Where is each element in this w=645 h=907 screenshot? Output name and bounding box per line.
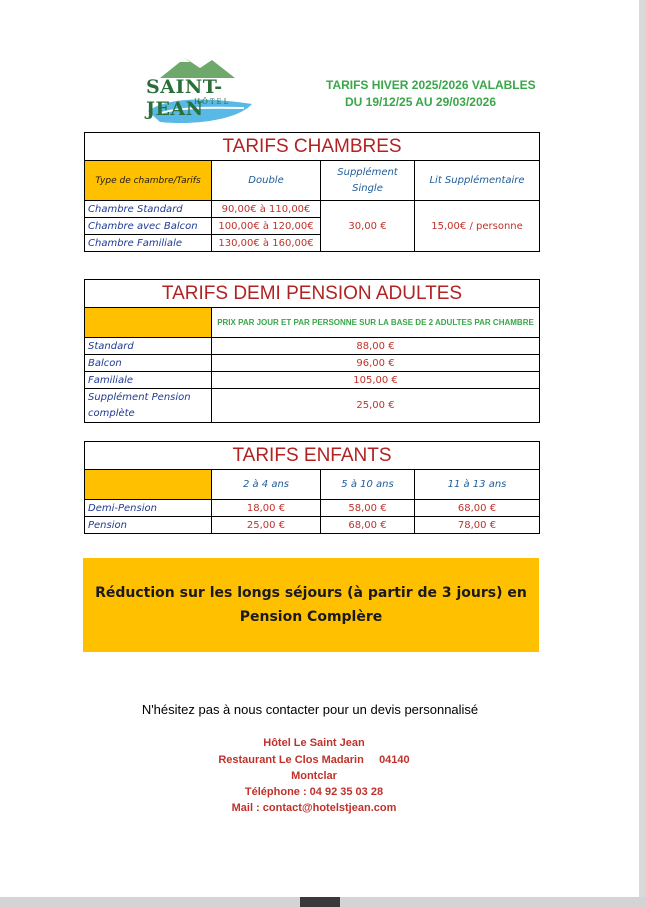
half-board-corner [85, 308, 212, 338]
rooms-table [84, 132, 540, 252]
children-label: Pension [85, 517, 212, 534]
children-price: 18,00 € [212, 500, 321, 517]
children-price: 78,00 € [415, 517, 540, 534]
discount-line-2: Pension Complère [239, 609, 383, 625]
children-price: 25,00 € [212, 517, 321, 534]
email[interactable]: Mail : contact@hotelstjean.com [231, 802, 397, 814]
half-board-price: 105,00 € [212, 372, 540, 389]
rooms-title: TARIFS CHAMBRES [85, 133, 540, 161]
room-type-header: Type de chambre/Tarifs [85, 161, 212, 201]
city: Montclar [291, 770, 337, 782]
half-board-table [84, 279, 540, 423]
page-edge [639, 0, 645, 907]
age-header: 2 à 4 ans [212, 470, 321, 500]
half-board-label: Familiale [85, 372, 212, 389]
half-board-label: Supplément Pension complète [85, 389, 212, 423]
half-board-label: Balcon [85, 355, 212, 372]
hotel-name: Hôtel Le Saint Jean [263, 737, 365, 749]
long-stay-discount [83, 558, 539, 652]
single-header: Supplément Single [321, 161, 415, 201]
discount-line-1: Réduction sur les longs séjours (à partir de 3 jours) en [95, 585, 527, 601]
half-board-price: 96,00 € [212, 355, 540, 372]
season-title: TARIFS HIVER 2025/2026 VALABLES [326, 78, 536, 92]
logo-name: SAINT-JEAN [146, 76, 223, 120]
age-header: 11 à 13 ans [415, 470, 540, 500]
half-board-title: TARIFS DEMI PENSION ADULTES [85, 280, 540, 308]
extra-bed-value: 15,00€ / personne [415, 201, 540, 252]
age-header: 5 à 10 ans [321, 470, 415, 500]
children-title: TARIFS ENFANTS [85, 442, 540, 470]
children-price: 68,00 € [321, 517, 415, 534]
single-supplement-value: 30,00 € [321, 201, 415, 252]
children-corner [85, 470, 212, 500]
room-label: Chambre Familiale [85, 235, 212, 252]
phone: Téléphone : 04 92 35 03 28 [244, 786, 384, 798]
room-double-price: 130,00€ à 160,00€ [212, 235, 321, 252]
extra-bed-header: Lit Supplémentaire [415, 161, 540, 201]
logo-subtitle: HÔTEL [194, 98, 231, 106]
room-label: Chambre avec Balcon [85, 218, 212, 235]
children-table [84, 441, 540, 534]
children-price: 58,00 € [321, 500, 415, 517]
children-label: Demi-Pension [85, 500, 212, 517]
half-board-header: PRIX PAR JOUR ET PAR PERSONNE SUR LA BASE DE 2 ADULTES PAR CHAMBRE [212, 308, 540, 338]
half-board-label: Standard [85, 338, 212, 355]
half-board-price: 25,00 € [212, 389, 540, 423]
hotel-logo [140, 56, 260, 128]
children-price: 68,00 € [415, 500, 540, 517]
contact-invite: N'hésitez pas à nous contacter pour un devis personnalisé [141, 702, 479, 717]
room-double-price: 90,00€ à 110,00€ [212, 201, 321, 218]
double-header: Double [212, 161, 321, 201]
season-dates: DU 19/12/25 AU 29/03/2026 [345, 95, 496, 109]
restaurant-address: Restaurant Le Clos Madarin 04140 [218, 754, 410, 766]
scrollbar-thumb[interactable] [300, 897, 340, 907]
half-board-price: 88,00 € [212, 338, 540, 355]
room-double-price: 100,00€ à 120,00€ [212, 218, 321, 235]
room-label: Chambre Standard [85, 201, 212, 218]
